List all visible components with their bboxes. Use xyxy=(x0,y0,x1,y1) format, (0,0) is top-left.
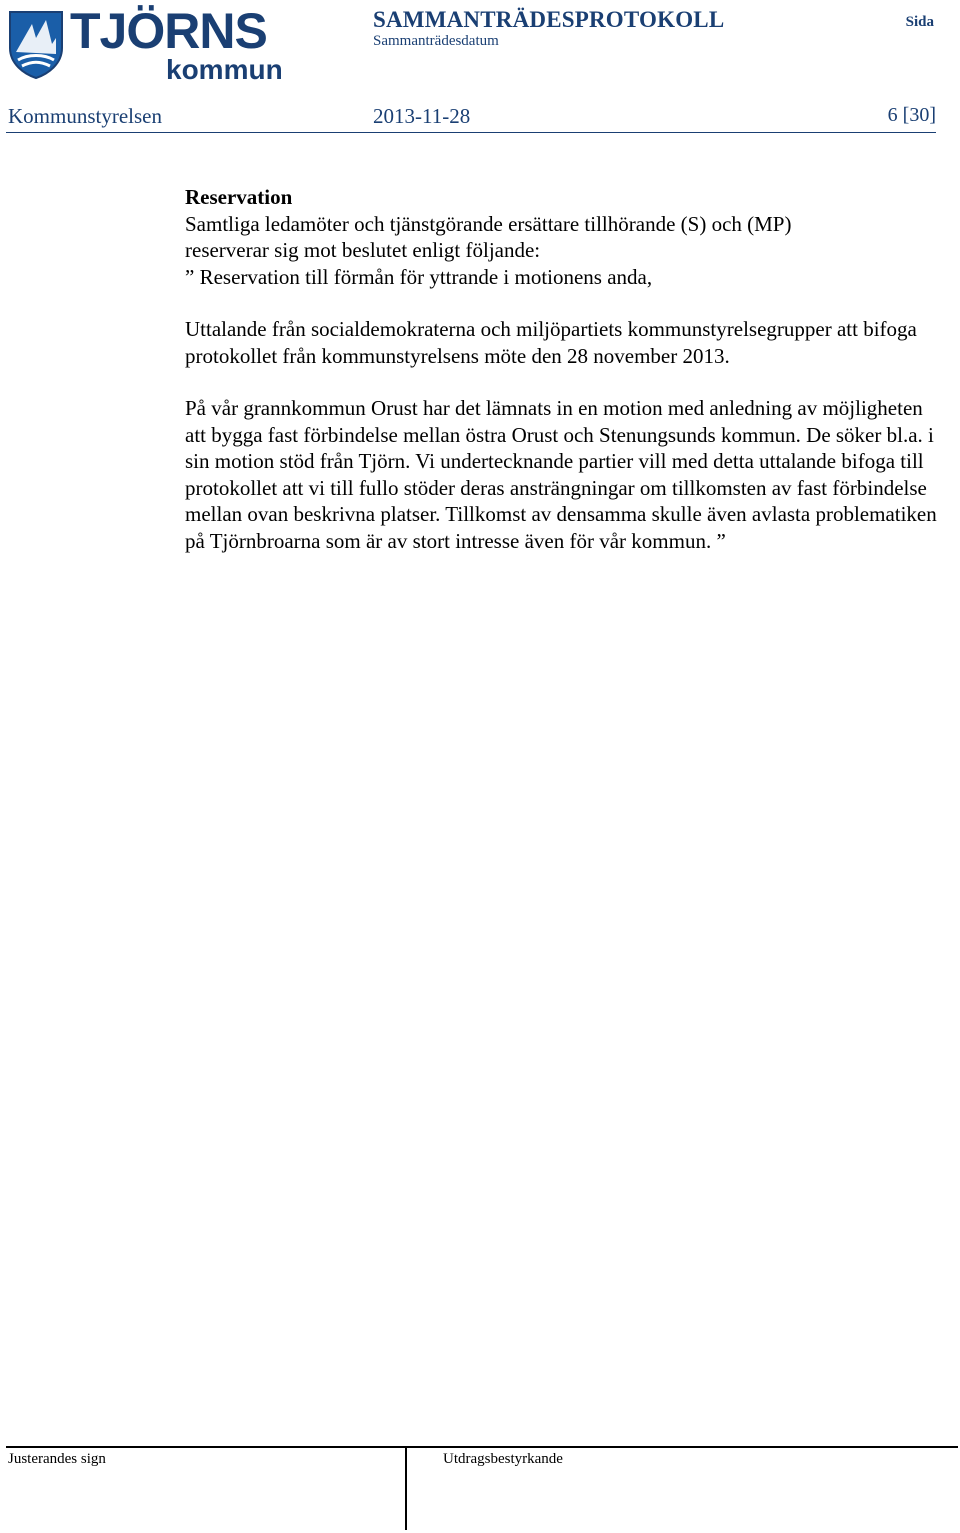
document-body xyxy=(185,184,945,554)
document-title: SAMMANTRÄDESPROTOKOLL xyxy=(373,7,725,32)
footer-divider xyxy=(6,1446,958,1448)
paragraph-gap xyxy=(185,290,945,316)
certification-label: Utdragsbestyrkande xyxy=(443,1451,563,1467)
reservation-line-3: ” Reservation till förmån för yttrande i motionens anda, xyxy=(185,264,653,289)
logo-subtitle: kommun xyxy=(166,54,283,85)
municipality-logo xyxy=(6,3,283,85)
statement-paragraph-2: På vår grannkommun Orust har det lämnats in en motion med anledning av möjligheten att bygga fast förbindelse mellan östra Orust och Stenungsunds kommun. De söker bl.a. i sin motion stöd från Tjörn. Vi undertecknande partier vill med detta uttalande bifoga till protokollet att vi till fullo stöder deras ansträngningar om tillkomsten av fast förbindelse mellan ovan beskrivna platser. Tillkomst av densamma skulle även avlasta problematiken på Tjörnbroarna som är av stort intresse även för vår kommun. ” xyxy=(185,396,937,553)
reservation-line-2: reserverar sig mot beslutet enligt följande: xyxy=(185,238,541,262)
reservation-line-1: Samtliga ledamöter och tjänstgörande ersättare tillhörande (S) och (MP) xyxy=(185,211,792,236)
footer-column-divider xyxy=(405,1446,407,1530)
signature-label: Justerandes sign xyxy=(8,1451,106,1467)
page-label: Sida xyxy=(905,14,934,30)
document-meta-row xyxy=(8,104,936,132)
tjorn-crest-icon xyxy=(6,8,66,80)
page-number: 6 [30] xyxy=(887,104,936,126)
header-divider xyxy=(6,132,936,133)
section-heading: Reservation xyxy=(185,185,293,209)
meeting-date-label: Sammanträdesdatum xyxy=(373,33,499,49)
logo-wordmark: TJÖRNS xyxy=(70,3,267,59)
meeting-date: 2013-11-28 xyxy=(373,104,471,128)
statement-paragraph-1: Uttalande från socialdemokraterna och miljöpartiets kommunstyrelsegrupper att bifoga protokollet från kommunstyrelsens möte den 28 november 2013. xyxy=(185,317,917,368)
paragraph-gap xyxy=(185,369,945,395)
organization-name: Kommunstyrelsen xyxy=(8,104,162,128)
